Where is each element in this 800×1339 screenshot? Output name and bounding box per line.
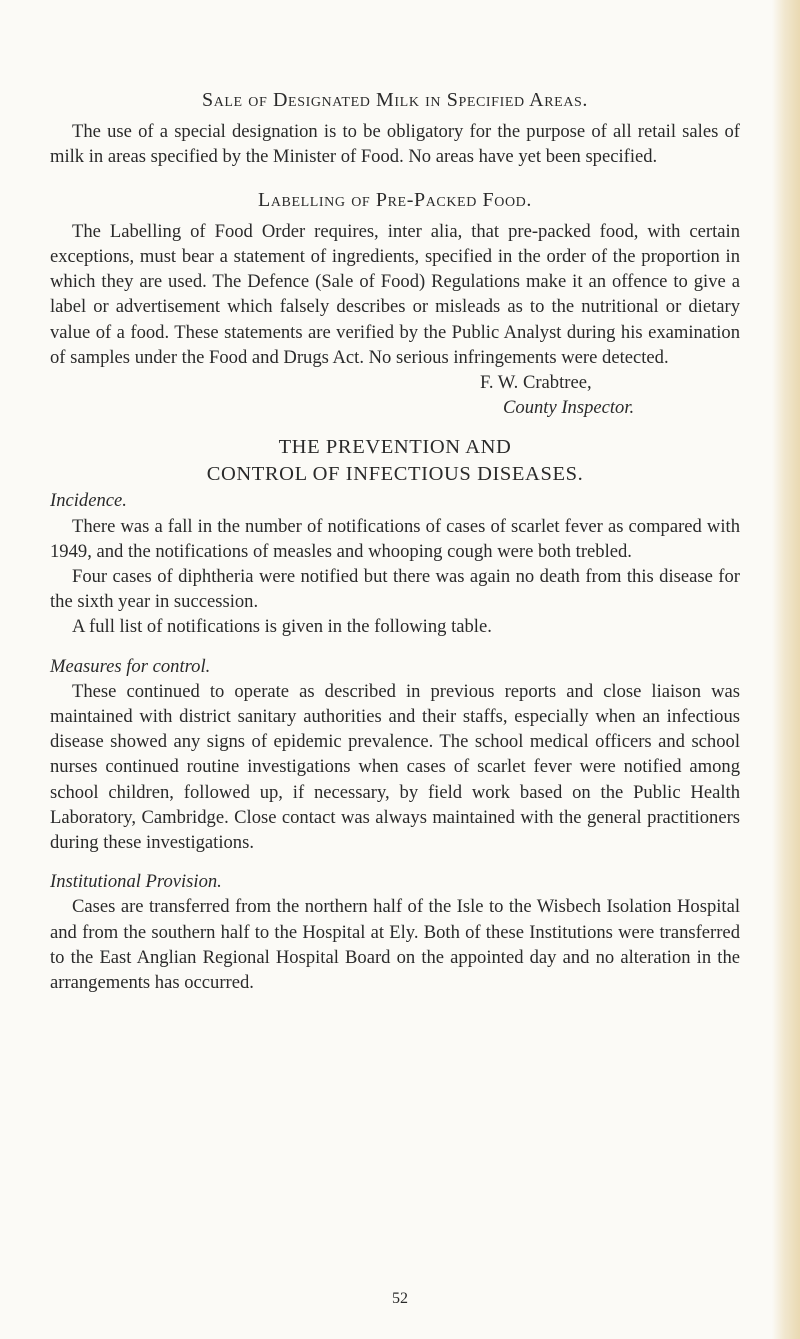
page-number: 52 (392, 1290, 408, 1307)
page-edge-shadow (772, 0, 800, 1339)
labelling-paragraph: The Labelling of Food Order requires, inter alia, that pre-packed food, with certain exceptions, must bear a statement of ingredients, specified in the order of the proportion in which they are used. The Defence (Sale of Food) Regulations make it an offence to give a label or advertisement which falsely describes or misleads as to the nutritional or dietary value of a food. These statements are verified by the Public Analyst during his examination of samples under the Food and Drugs Act. No serious infringements were detected. (50, 220, 740, 368)
sale-heading: Sale of Designated Milk in Specified Areas. (201, 89, 589, 111)
prevention-heading-line1: THE PREVENTION AND (278, 436, 512, 459)
prevention-heading-line2: CONTROL OF INFECTIOUS DISEASES. (206, 463, 584, 486)
labelling-heading: Labelling of Pre-Packed Food. (258, 188, 532, 211)
incidence-paragraph-1: There was a fall in the number of notifications of cases of scarlet fever as compared with 1949, and the notifications of measles and whooping cough were both trebled. (50, 515, 740, 562)
measures-paragraph: These continued to operate as described in previous reports and close liaison was maintained with district sanitary authorities and their staffs, especially when an infectious disease showed any signs of epidemic prevalence. The school medical officers and school nurses continued routine investigations when cases of scarlet fever were notified among school children, followed up, if necessary, by field work based on the Public Health Laboratory, Cambridge. Close contact was always maintained with the general practitioners during these investigations. (50, 680, 740, 854)
document-page (50, 88, 740, 995)
signature-name: F. W. Crabtree, (480, 372, 592, 394)
incidence-title: Incidence. (50, 490, 127, 512)
measures-title: Measures for control. (50, 655, 211, 677)
sale-paragraph: The use of a special designation is to be obligatory for the purpose of all retail sales of milk in areas specified by the Minister of Food. No areas have yet been specified. (50, 121, 740, 168)
signature-role: County Inspector. (503, 397, 635, 419)
incidence-paragraph-2: Four cases of diphtheria were notified but there was again no death from this disease for the sixth year in succession. (50, 566, 740, 613)
institutional-paragraph: Cases are transferred from the northern half of the Isle to the Wisbech Isolation Hospital and from the southern half to the Hospital at Ely. Both of these Institutions were transferred to the East Anglian Regional Hospital Board on the appointed day and no alteration in the arrangements has occurred. (50, 896, 740, 994)
institutional-title: Institutional Provision. (50, 871, 222, 893)
incidence-paragraph-3: A full list of notifications is given in the following table. (72, 616, 492, 638)
